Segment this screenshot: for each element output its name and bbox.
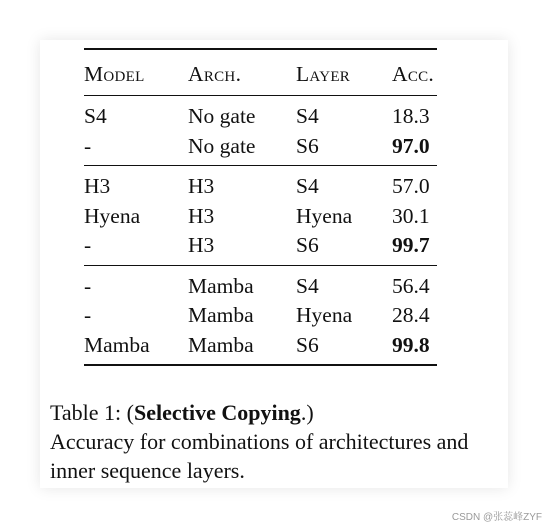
cell-acc: 28.4 — [392, 303, 430, 328]
cell-model: - — [84, 133, 92, 158]
table-row — [84, 331, 437, 366]
cell-layer: S4 — [296, 104, 319, 129]
cell-model: - — [84, 303, 92, 328]
cell-layer: S4 — [296, 166, 392, 202]
cell-layer: Hyena — [296, 303, 353, 328]
table-caption — [50, 398, 500, 485]
table-header — [84, 49, 437, 96]
cell-arch: H3 — [188, 203, 215, 228]
cell-arch: Mamba — [188, 265, 296, 301]
cell-layer: S6 — [296, 331, 392, 366]
cell-arch: Mamba — [188, 331, 296, 366]
watermark: CSDN @张蕊峰ZYF — [451, 512, 542, 523]
cell-layer: S4 — [296, 265, 392, 301]
caption-title: Selective Copying — [133, 400, 301, 425]
header-acc: Acc. — [392, 49, 437, 96]
cell-acc: 99.7 — [392, 233, 430, 258]
cell-layer: S6 — [296, 233, 319, 258]
table-row — [84, 96, 437, 132]
header-layer: Layer — [296, 49, 392, 96]
caption-prefix: Table 1: ( — [50, 400, 134, 425]
cell-acc: 97.0 — [392, 133, 430, 158]
cell-arch: H3 — [188, 233, 215, 258]
figure-card — [40, 40, 508, 488]
header-arch: Arch. — [188, 49, 296, 96]
header-row — [84, 49, 437, 96]
cell-model: - — [84, 233, 92, 258]
table-row — [84, 231, 437, 265]
cell-acc: 30.1 — [392, 203, 430, 228]
header-model: Model — [84, 49, 188, 96]
cell-model: - — [84, 265, 188, 301]
cell-layer: S6 — [296, 133, 319, 158]
cell-acc: 56.4 — [392, 265, 437, 301]
table-group — [84, 96, 437, 166]
table-group — [84, 166, 437, 266]
cell-model: Hyena — [84, 203, 141, 228]
cell-acc: 99.8 — [392, 331, 437, 366]
cell-arch: No gate — [188, 104, 256, 129]
caption-body: Accuracy for combinations of architectures and inner sequence layers. — [50, 429, 469, 483]
cell-model: Mamba — [84, 331, 188, 366]
results-table — [84, 48, 437, 366]
table-row — [84, 301, 437, 331]
cell-acc: 57.0 — [392, 166, 437, 202]
table-row — [84, 202, 437, 232]
cell-layer: Hyena — [296, 203, 353, 228]
table-group — [84, 265, 437, 365]
cell-model: H3 — [84, 166, 188, 202]
cell-acc: 18.3 — [392, 104, 430, 129]
caption-suffix: .) — [300, 400, 314, 425]
table-row — [84, 132, 437, 166]
cell-arch: No gate — [188, 133, 256, 158]
cell-arch: Mamba — [188, 303, 254, 328]
table-row — [84, 265, 437, 301]
cell-model: S4 — [84, 104, 107, 129]
table-row — [84, 166, 437, 202]
cell-arch: H3 — [188, 166, 296, 202]
